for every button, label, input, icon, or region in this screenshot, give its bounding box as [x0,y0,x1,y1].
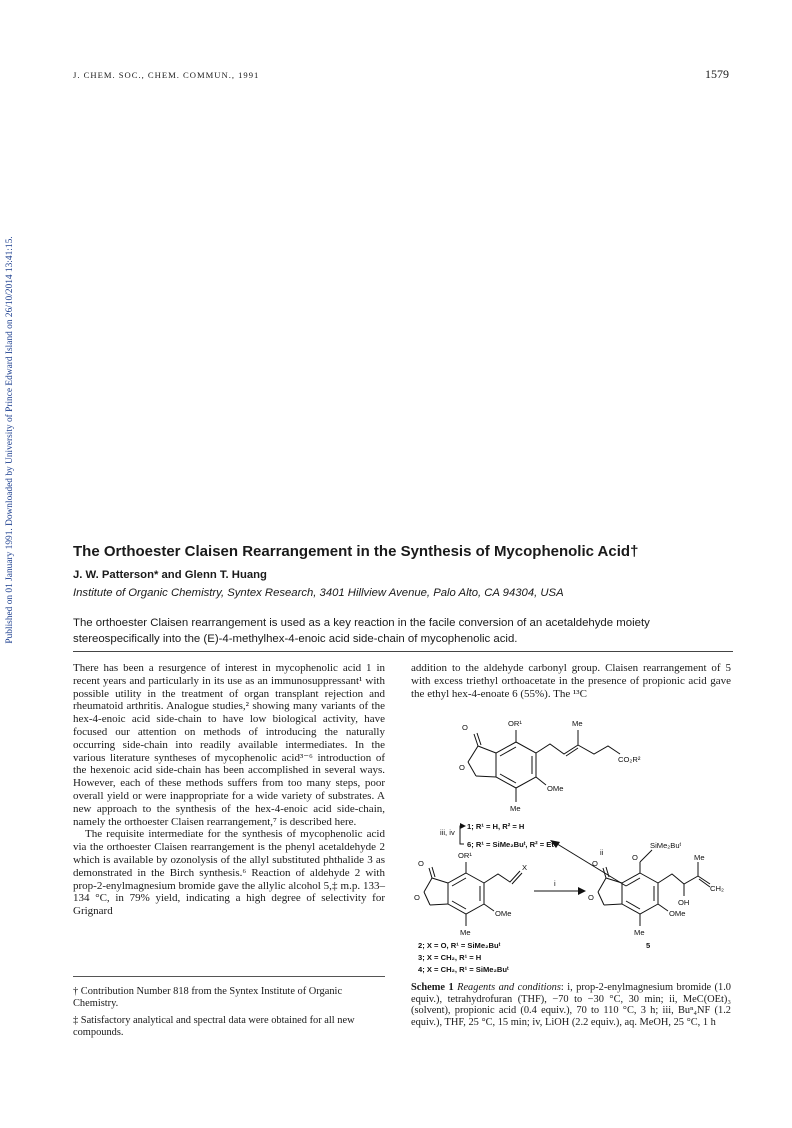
atom-label: Me [510,804,521,813]
left-column [73,662,385,918]
benzene-ring [622,873,658,914]
abstract: The orthoester Claisen rearrangement is used as a key reaction in the facile conversion of an acetaldehyde moiety stereospecifically into the (E)-4-methylhex-4-enoic acid side-chain of mycophenolic acid. [73,617,650,645]
atom-label: O [418,859,424,868]
atom-label: CO₂R² [618,755,641,764]
compound-label-3: 3; X = CH₂, R¹ = H [418,953,482,962]
authors: J. W. Patterson* and Glenn T. Huang [73,569,267,581]
atom-label: OH [678,898,690,907]
atom-label: O [462,723,468,732]
abstract-divider [73,651,733,652]
atom-label: Me [572,719,583,728]
atom-label: O [414,893,420,902]
atom-label: OMe [495,909,512,918]
body-paragraph: There has been a resurgence of interest in mycophenolic acid 1 in recent years and particularly in its use as an immunosuppressant¹ with possible utility in the treatment of organ transplant rejection and rheumatoid arthritis. Analogue studies,² showing many variants of the hex-4-enoic acid side-chain to have low biological activity, have focused our attention on methods of introducing the naturally occurring side-chain into readily available intermediates. In the various literature syntheses of mycophenolic acid³⁻⁶ introduction of the hexenoic acid side-chain has been accomplished in several ways. However, each of these methods suffers from too many steps, poor overall yield or were inappropriate for a wide variety of substrates. A new approach to the synthesis of the hex-4-enoic acid side-chain, namely the orthoester Claisen rearrangement,⁷ is described here. [73,662,385,828]
reagent-label: i [554,879,556,888]
reagent-label: ii [600,848,604,857]
compound-label-5: 5 [646,941,651,950]
atom-label: Me [694,853,705,862]
benzene-ring [448,873,484,914]
atom-label: Me [634,928,645,937]
compound-label-1: 1; R¹ = H, R² = H [467,822,525,831]
atom-label: O [592,859,598,868]
affiliation: Institute of Organic Chemistry, Syntex Research, 3401 Hillview Avenue, Palo Alto, CA 94304, USA [73,587,564,599]
scheme-caption-text: : i, prop-2-enylmagnesium bromide (1.0 equiv.), tetrahydrofuran (THF), −70 to −30 °C, 30 min; ii, MeC(OEt)₃ (solvent), propionic acid (0.4 equiv.), 70 to 110 °C, 3 h; iii, Buⁿ₄NF (1.2 equiv.), THF, 25 °C, 15 min; iv, LiOH (2.2 equiv.), aq. MeOH, 25 °C, 1 h [411,982,731,1029]
compound-label-2: 2; X = O, R¹ = SiMe₂Buᵗ [418,941,501,950]
footnote-divider [73,976,385,977]
atom-label: X [522,863,528,872]
atom-label: SiMe₂Buᵗ [650,841,682,850]
atom-label: OR¹ [508,719,522,728]
scheme-caption-lead: Reagents and conditions [457,982,561,993]
atom-label: O [632,853,638,862]
benzene-ring [496,742,536,788]
body-paragraph: The requisite intermediate for the synthesis of mycophenolic acid via the orthoester Claisen rearrangement is the phenyl acetaldehyde 2 which is available by ozonolysis of the allyl substituted phthalide 3 as demonstrated in the Birch synthesis.⁶ Reaction of aldehyde 2 with prop-2-enylmagnesium bromide gave the allylic alcohol 5,‡ m.p. 133–134 °C, in 79% yield, indicating a high degree of selectivity for Grignard [73,828,385,918]
compound-label-6: 6; R¹ = SiMe₂Buᵗ, R² = Et [467,840,554,849]
atom-label: OMe [547,784,564,793]
reaction-scheme [404,690,734,975]
running-head: J. CHEM. SOC., CHEM. COMMUN., 1991 [73,70,260,80]
reagent-label: iii, iv [440,828,455,837]
atom-label: OMe [669,909,686,918]
scheme-caption [411,982,731,1029]
atom-label: Me [460,928,471,937]
atom-label: O [459,763,465,772]
page-number: 1579 [705,67,729,81]
provenance-note [3,200,17,680]
article-title: The Orthoester Claisen Rearrangement in the Synthesis of Mycophenolic Acid† [73,543,639,560]
provenance-text: Published on 01 January 1991. Downloaded by University of Prince Edward Island on 26/10/2014 13:41:15. [5,236,15,644]
compound-label-4: 4; X = CH₂, R¹ = SiMe₂Buᵗ [418,965,509,974]
footnote-dagger: † Contribution Number 818 from the Syntex Institute of Organic Chemistry. [73,986,343,1009]
scheme-caption-title: Scheme 1 [411,982,454,993]
structure-top [468,730,620,802]
body-paragraph: addition to the aldehyde carbonyl group. Claisen rearrangement of 5 with excess triethyl orthoacetate in the presence of propionic acid gave the ethyl hex-4-enoate 6 (55%). The ¹³C [411,662,731,700]
atom-label: O [588,893,594,902]
footnote-double-dagger: ‡ Satisfactory analytical and spectral data were obtained for all new compounds. [73,1015,355,1038]
atom-label: CH₂ [710,884,724,893]
atom-label: OR¹ [458,851,472,860]
